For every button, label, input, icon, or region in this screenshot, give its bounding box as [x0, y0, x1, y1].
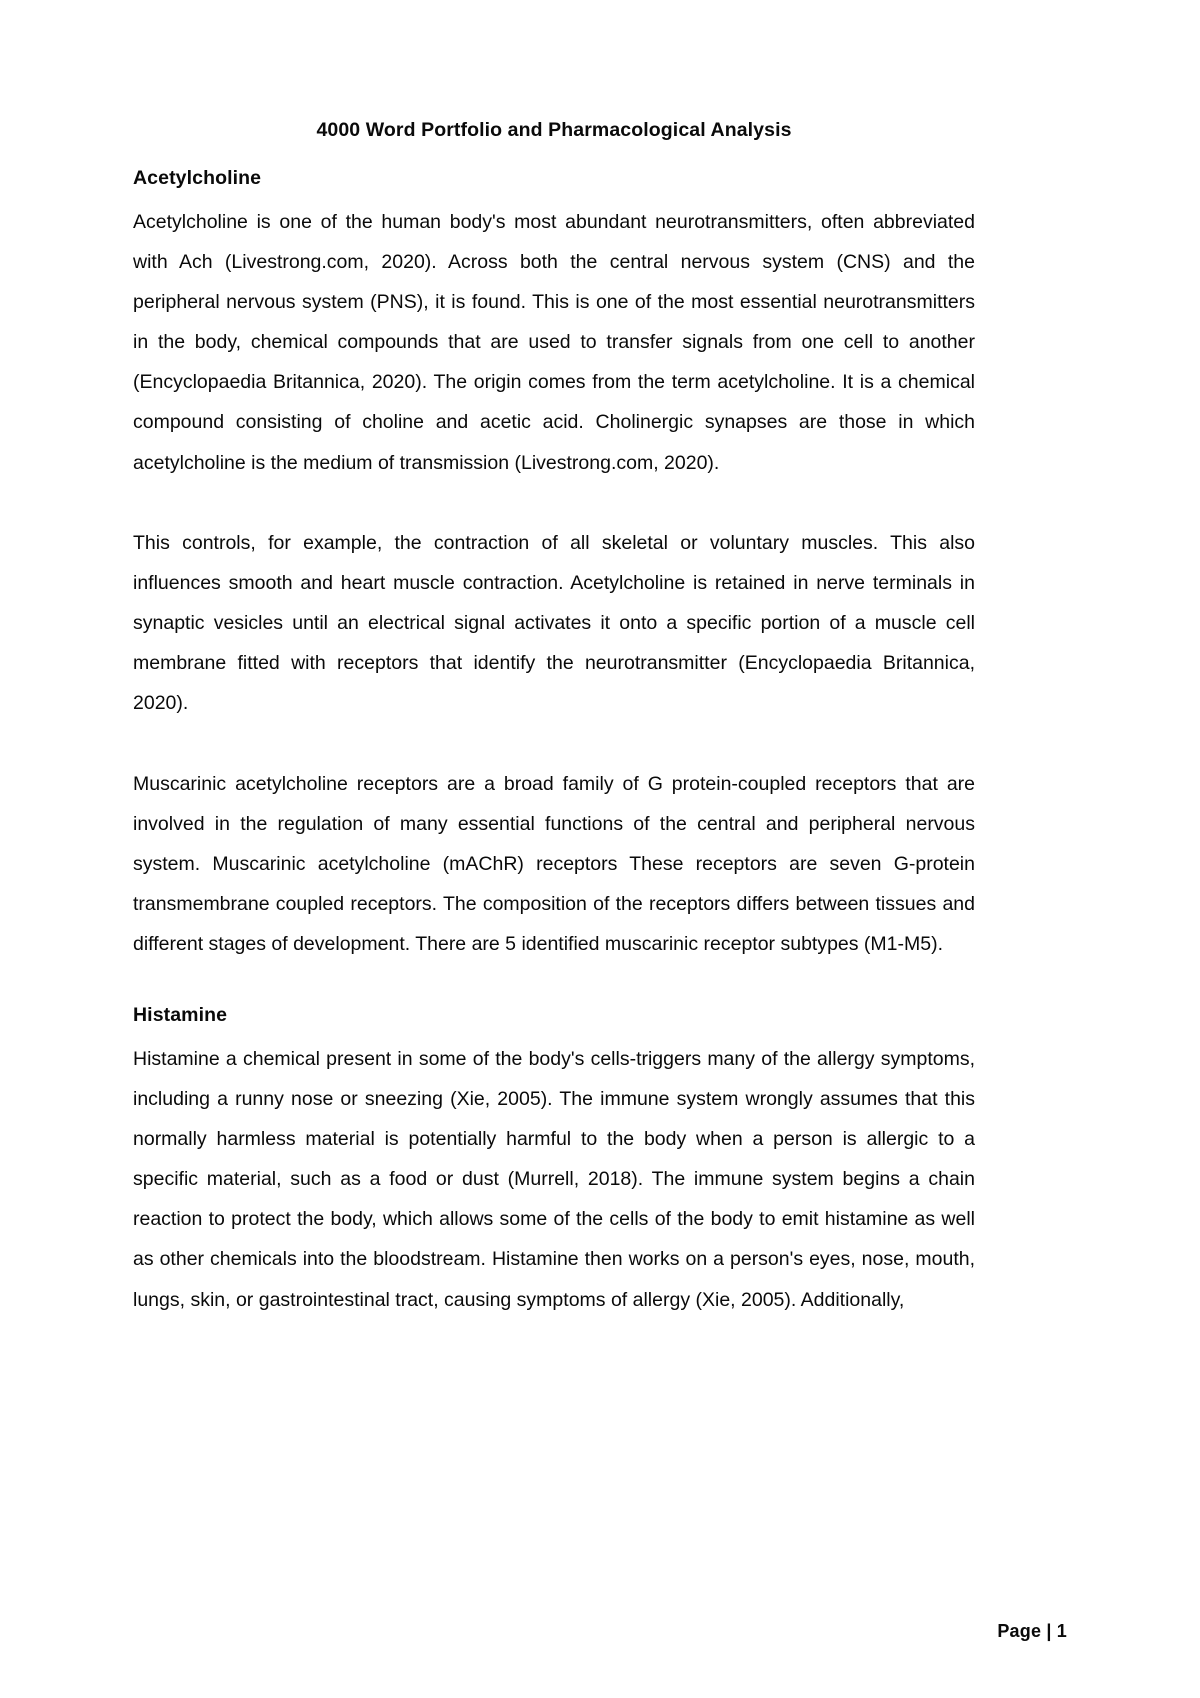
section-heading-acetylcholine: Acetylcholine: [133, 167, 262, 190]
page-content: [133, 118, 975, 1320]
section-heading-histamine: Histamine: [133, 1004, 228, 1027]
page-title: 4000 Word Portfolio and Pharmacological Analysis: [316, 119, 792, 141]
paragraph-acetylcholine-2: This controls, for example, the contraction of all skeletal or voluntary muscles. This also influences smooth and heart muscle contraction. Acetylcholine is retained in nerve terminals in synaptic vesicles until an electrical signal activates it onto a specific portion of a muscle cell membrane fitted with receptors that identify the neurotransmitter (Encyclopaedia Britannica, 2020).: [133, 531, 975, 715]
paragraph-acetylcholine-1: Acetylcholine is one of the human body's most abundant neurotransmitters, often abbreviated with Ach (Livestrong.com, 2020). Across both the central nervous system (CNS) and the peripheral nervous system (PNS), it is found. This is one of the most essential neurotransmitters in the body, chemical compounds that are used to transfer signals from one cell to another (Encyclopaedia Britannica, 2020). The origin comes from the term acetylcholine. It is a chemical compound consisting of choline and acetic acid. Cholinergic synapses are those in which acetylcholine is the medium of transmission (Livestrong.com, 2020).: [133, 210, 975, 474]
paragraph-histamine-1: Histamine a chemical present in some of the body's cells-triggers many of the allergy symptoms, including a runny nose or sneezing (Xie, 2005). The immune system wrongly assumes that this normally harmless material is potentially harmful to the body when a person is allergic to a specific material, such as a food or dust (Murrell, 2018). The immune system begins a chain reaction to protect the body, which allows some of the cells of the body to emit histamine as well as other chemicals into the bloodstream. Histamine then works on a person's eyes, nose, mouth, lungs, skin, or gastrointestinal tract, causing symptoms of allergy (Xie, 2005). Additionally,: [133, 1047, 975, 1311]
paragraph-acetylcholine-3: Muscarinic acetylcholine receptors are a broad family of G protein-coupled receptors that are involved in the regulation of many essential functions of the central and peripheral nervous system. Muscarinic acetylcholine (mAChR) receptors These receptors are seven G-protein transmembrane coupled receptors. The composition of the receptors differs between tissues and different stages of development. There are 5 identified muscarinic receptor subtypes (M1-M5).: [133, 772, 975, 956]
section-spacer: [133, 964, 975, 1002]
page-number-footer: Page | 1: [997, 1621, 1067, 1641]
